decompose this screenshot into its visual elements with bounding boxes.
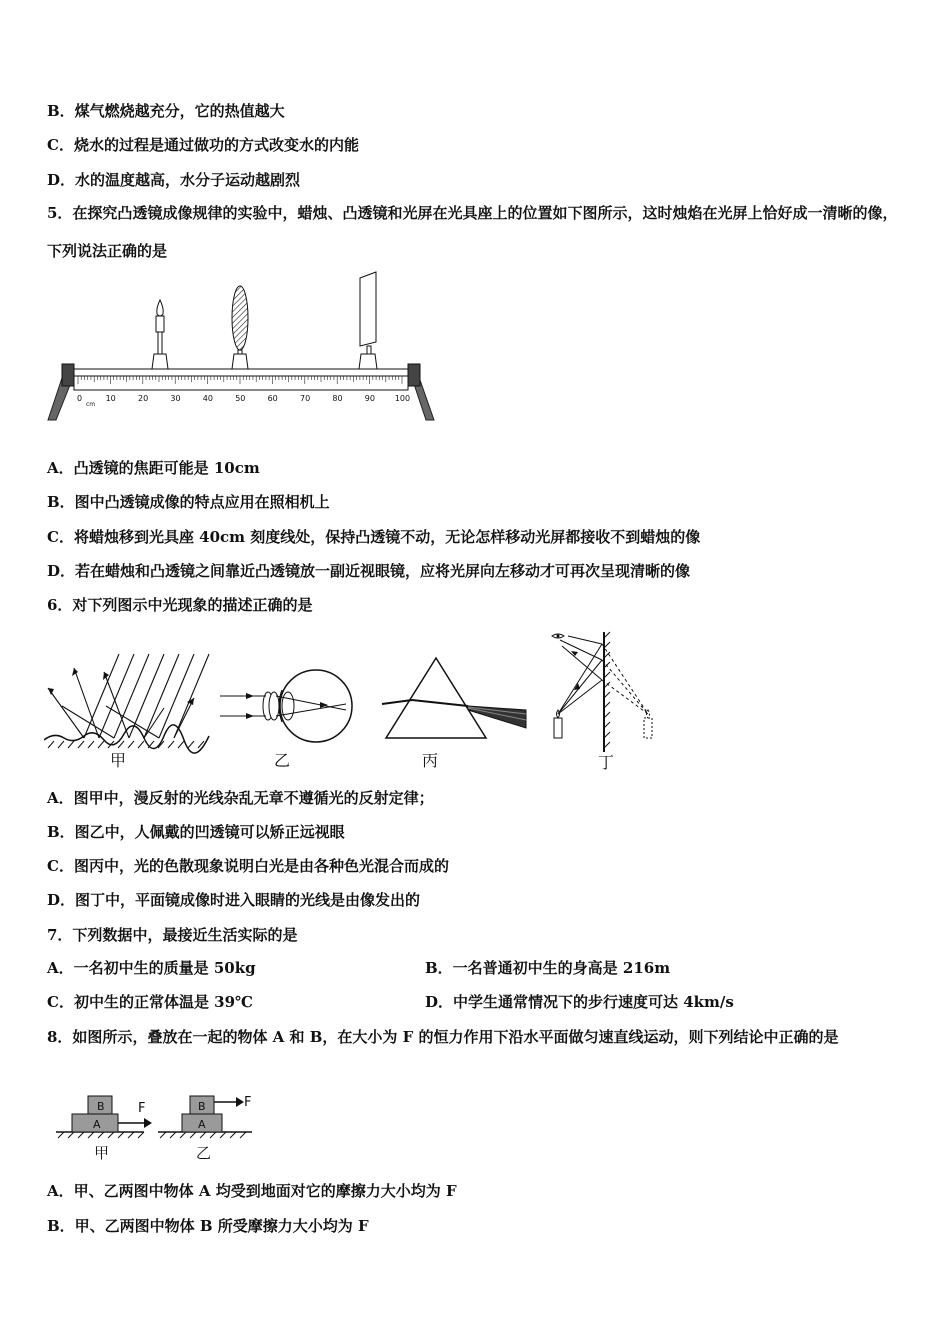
svg-text:A: A — [198, 1118, 206, 1131]
q6-option-b: B．图乙中，人佩戴的凹透镜可以矫正远视眼 — [47, 823, 345, 841]
q4-option-d: D．水的温度越高，水分子运动越剧烈 — [47, 171, 301, 189]
caption-yi-blocks: 乙 — [196, 1144, 212, 1162]
q5-option-b: B．图中凸透镜成像的特点应用在照相机上 — [47, 493, 330, 511]
caption-ding: 丁 — [598, 753, 615, 772]
q7-row-1 — [47, 958, 910, 978]
scale-tick-label: 80 — [332, 394, 343, 403]
optical-bench-figure — [42, 270, 442, 430]
q7-row-2 — [47, 992, 910, 1012]
scale-tick-label: 50 — [235, 394, 246, 403]
q5-stem: 5．在探究凸透镜成像规律的实验中，蜡烛、凸透镜和光屏在光具座上的位置如下图所示，这时烛焰在光屏上恰好成一清晰的像，下列说法正确的是 — [47, 204, 898, 260]
q7-option-b: B．一名普通初中生的身高是 216m — [425, 959, 671, 977]
scale-tick-label: 40 — [202, 394, 213, 403]
figure-yi-blocks — [158, 1095, 252, 1162]
bench-end-right — [408, 364, 420, 386]
light-screen — [359, 272, 377, 369]
figure-yi-eye-lens — [216, 660, 361, 773]
svg-text:B: B — [198, 1100, 206, 1113]
q7-option-c: C．初中生的正常体温是 39℃ — [47, 993, 254, 1011]
q6-option-a: A．图甲中，漫反射的光线杂乱无章不遵循光的反射定律； — [47, 789, 434, 807]
figure-jia-diffuse-reflection — [44, 648, 214, 773]
candle-object — [554, 718, 562, 738]
q6-option-c: C．图丙中，光的色散现象说明白光是由各种色光混合而成的 — [47, 857, 449, 875]
q5-option-a: A．凸透镜的焦距可能是 10cm — [47, 459, 260, 477]
svg-text:B: B — [97, 1100, 105, 1113]
scale-tick-label: 60 — [267, 394, 278, 403]
q8-blocks-figure — [52, 1090, 262, 1162]
q8-option-a: A．甲、乙两图中物体 A 均受到地面对它的摩擦力大小均为 F — [47, 1182, 457, 1200]
caption-bing: 丙 — [422, 751, 439, 770]
caption-jia-blocks: 甲 — [94, 1144, 110, 1162]
scale-tick-label: 0 — [77, 394, 83, 403]
q8-option-b: B．甲、乙两图中物体 B 所受摩擦力大小均为 F — [47, 1217, 369, 1235]
bench-end-left — [62, 364, 74, 386]
convex-lens — [232, 286, 248, 369]
scale-tick-label: 30 — [170, 394, 181, 403]
q5-option-c: C．将蜡烛移到光具座 40cm 刻度线处，保持凸透镜不动，无论怎样移动光屏都接收不到蜡烛的像 — [47, 528, 701, 546]
svg-text:F: F — [138, 1101, 146, 1116]
bench-rail — [74, 369, 408, 376]
scale-tick-label: 90 — [364, 394, 375, 403]
q5-option-d: D．若在蜡烛和凸透镜之间靠近凸透镜放一副近视眼镜，应将光屏向左移动才可再次呈现清晰的像 — [47, 562, 691, 580]
q4-option-b: B．煤气燃烧越充分，它的热值越大 — [47, 102, 285, 120]
bench-scale — [74, 376, 408, 390]
figure-bing-prism — [380, 652, 530, 773]
q6-option-d: D．图丁中，平面镜成像时进入眼睛的光线是由像发出的 — [47, 891, 421, 909]
figure-ding-plane-mirror — [544, 630, 664, 775]
caption-yi: 乙 — [274, 751, 291, 770]
svg-text:A: A — [93, 1118, 101, 1131]
candle — [152, 300, 168, 369]
figure-jia-blocks — [56, 1096, 152, 1162]
q7-option-a: A．一名初中生的质量是 50kg — [47, 959, 256, 977]
scale-labels — [77, 394, 410, 403]
q7-option-d: D．中学生通常情况下的步行速度可达 4km/s — [425, 993, 734, 1011]
q4-option-c: C．烧水的过程是通过做功的方式改变水的内能 — [47, 136, 359, 154]
caption-jia: 甲 — [110, 751, 127, 770]
scale-tick-label: 10 — [105, 394, 116, 403]
scale-tick-label: 100 — [394, 394, 411, 403]
q7-stem: 7．下列数据中，最接近生活实际的是 — [47, 926, 298, 944]
scale-tick-label: 20 — [138, 394, 149, 403]
scale-unit: cm — [86, 401, 96, 408]
scale-tick-label: 70 — [300, 394, 311, 403]
q8-stem: 8．如图所示，叠放在一起的物体 A 和 B，在大小为 F 的恒力作用下沿水平面做匀速直线运动，则下列结论中正确的是 — [47, 1028, 839, 1046]
q6-stem: 6．对下列图示中光现象的描述正确的是 — [47, 596, 313, 614]
candle-image — [644, 718, 652, 738]
svg-text:F: F — [244, 1095, 252, 1110]
